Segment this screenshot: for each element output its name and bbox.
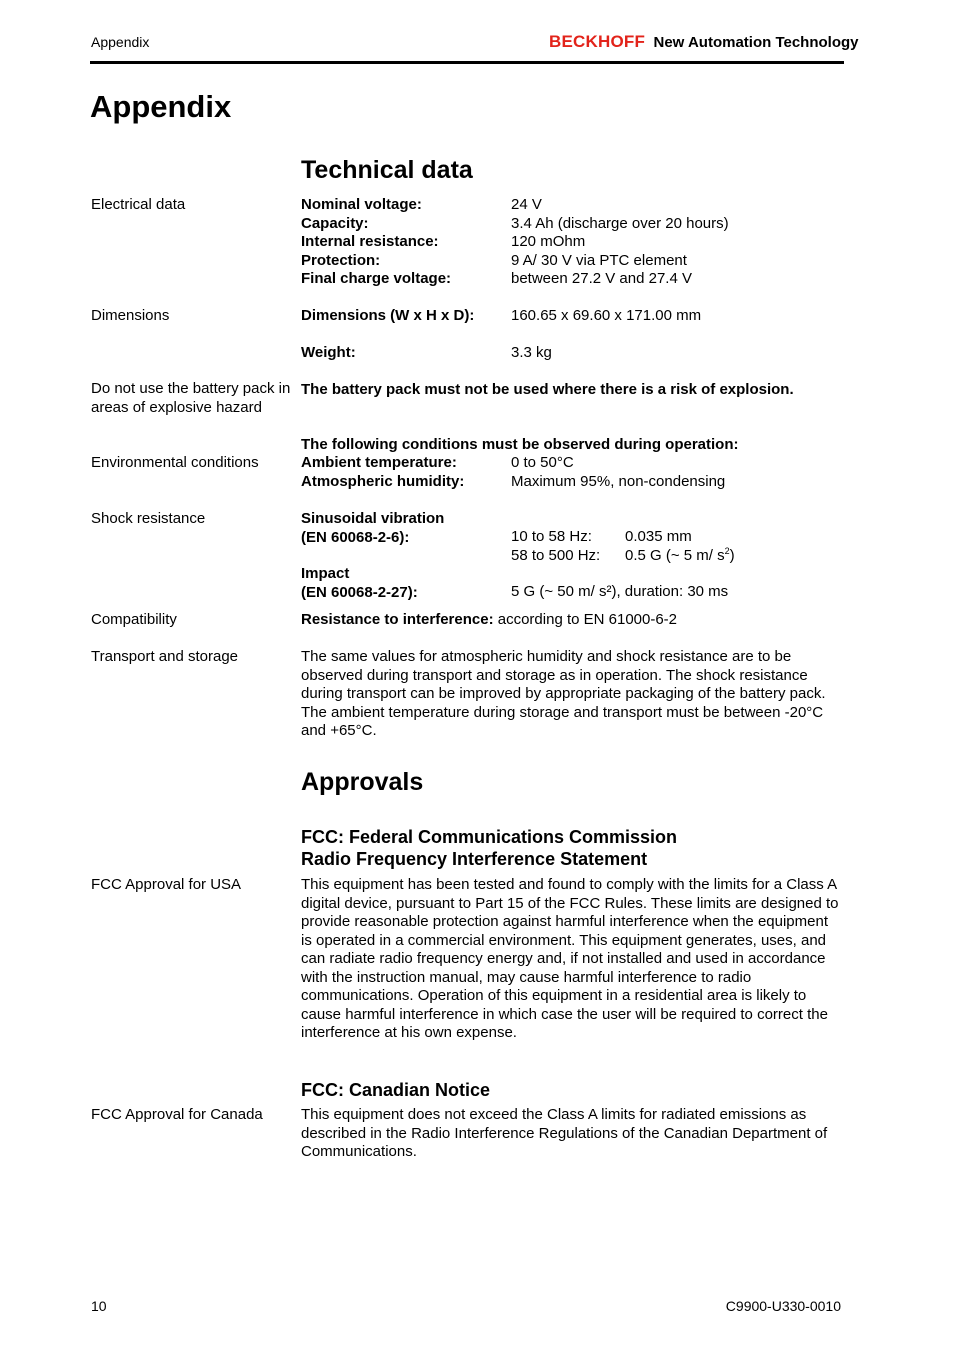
brand-tagline: New Automation Technology — [653, 34, 859, 51]
ambient-temperature-key: Ambient temperature: — [301, 454, 457, 471]
header-divider — [90, 61, 844, 64]
vibration-key — [301, 510, 444, 547]
document-id: C9900-U330-0010 — [725, 1298, 841, 1314]
protection-value: 9 A/ 30 V via PTC element — [511, 251, 687, 269]
fcc-canada-heading: FCC: Canadian Notice — [301, 1080, 491, 1100]
compatibility-label: Compatibility — [91, 611, 177, 628]
explosive-hazard-warning: The battery pack must not be used where there is a risk of explosion. — [301, 381, 794, 398]
page-title: Appendix — [90, 89, 232, 124]
vibration-value-2: 0.5 G (~ 5 m/ $s^2$) — [625, 545, 735, 564]
fcc-usa-label: FCC Approval for USA — [91, 876, 242, 893]
capacity-value: 3.4 Ah (discharge over 20 hours) — [511, 214, 729, 232]
fcc-usa-heading-line-2: Radio Frequency Interference Statement — [301, 849, 648, 869]
vibration-key-line-2: (EN 60068-2-6): — [301, 528, 410, 546]
nominal-voltage-key: Nominal voltage: — [301, 196, 422, 213]
nominal-voltage-value: 24 V — [511, 196, 542, 213]
vibration-range-2: 58 to 500 Hz: — [511, 546, 601, 564]
atmospheric-humidity-key: Atmospheric humidity: — [301, 472, 465, 490]
header-section-title: Appendix — [91, 34, 150, 50]
fcc-usa-text: This equipment has been tested and found to comply with the limits for a Class A digital device, pursuant to Part 15 of the FCC Rules. These limits are designed to provide reasonable protection against harmful interference when the equipment is operated in a commercial environment. This equipment generates, uses, and can radiate radio frequency energy and, if not installed and used in accordance with the instruction manual, may cause harmful interference to radio communications. Operation of this equipment in a residential area is likely to cause harmful interference in which case the user will be required to correct the interference at his own expense. — [301, 876, 839, 1041]
impact-key — [301, 565, 418, 602]
internal-resistance-key: Internal resistance: — [301, 233, 439, 250]
weight-value: 3.3 kg — [511, 344, 552, 361]
vibration-range-1: 10 to 58 Hz: — [511, 528, 592, 545]
environment-keys — [301, 454, 464, 491]
compatibility-key: Resistance to interference: — [301, 611, 494, 628]
vibration-key-line-1: Sinusoidal vibration — [301, 510, 445, 527]
impact-key-line-1: Impact — [301, 565, 350, 582]
internal-resistance-value: 120 mOhm — [511, 233, 586, 250]
capacity-key: Capacity: — [301, 214, 369, 232]
atmospheric-humidity-value: Maximum 95%, non-condensing — [511, 472, 726, 490]
electrical-values — [511, 196, 729, 289]
vibration-values — [625, 528, 735, 565]
fcc-canada-text: This equipment does not exceed the Class A limits for radiated emissions as described in the Radio Interference Regulations of the Canadian Department of Communications. — [301, 1106, 828, 1160]
transport-storage-label: Transport and storage — [91, 648, 239, 665]
ambient-temperature-value: 0 to 50°C — [511, 454, 574, 471]
brand-name: BECKHOFF — [549, 32, 646, 51]
electrical-keys — [301, 196, 451, 289]
brand-logo — [549, 32, 859, 52]
environment-intro: The following conditions must be observed during operation: — [301, 436, 739, 453]
weight-key: Weight: — [301, 344, 356, 361]
electrical-data-label: Electrical data — [91, 196, 186, 213]
final-charge-voltage-value: between 27.2 V and 27.4 V — [511, 270, 692, 287]
impact-key-line-2: (EN 60068-2-27): — [301, 583, 418, 601]
dimensions-label: Dimensions — [91, 307, 170, 324]
fcc-usa-heading-line-1: FCC: Federal Communications Commission — [301, 827, 678, 847]
vibration-ranges — [511, 528, 600, 565]
page-number: 10 — [91, 1298, 107, 1314]
environment-values — [511, 454, 725, 491]
impact-value: 5 G (~ 50 m/ s²), duration: 30 ms — [511, 583, 729, 600]
approvals-heading: Approvals — [301, 768, 424, 796]
dimensions-value: 160.65 x 69.60 x 171.00 mm — [511, 307, 702, 324]
final-charge-voltage-key: Final charge voltage: — [301, 270, 452, 287]
compatibility-value: according to EN 61000-6-2 — [493, 611, 678, 628]
technical-data-heading: Technical data — [301, 156, 473, 184]
vibration-value-1: 0.035 mm — [625, 528, 692, 545]
compatibility-text — [301, 611, 841, 630]
fcc-usa-heading — [301, 826, 677, 870]
dimensions-key: Dimensions (W x H x D): — [301, 307, 475, 324]
explosive-hazard-label: Do not use the battery pack in areas of explosive hazard — [91, 380, 291, 416]
shock-resistance-label: Shock resistance — [91, 510, 206, 527]
transport-storage-text: The same values for atmospheric humidity and shock resistance are to be observed during transport and storage as in operation. The shock resistance during transport can be improved by appropriate packaging of the battery pack. The ambient temperature during storage and transport must be between -20°C and +65°C. — [301, 648, 826, 739]
protection-key: Protection: — [301, 251, 381, 269]
fcc-canada-label: FCC Approval for Canada — [91, 1106, 263, 1123]
environment-label: Environmental conditions — [91, 454, 259, 471]
